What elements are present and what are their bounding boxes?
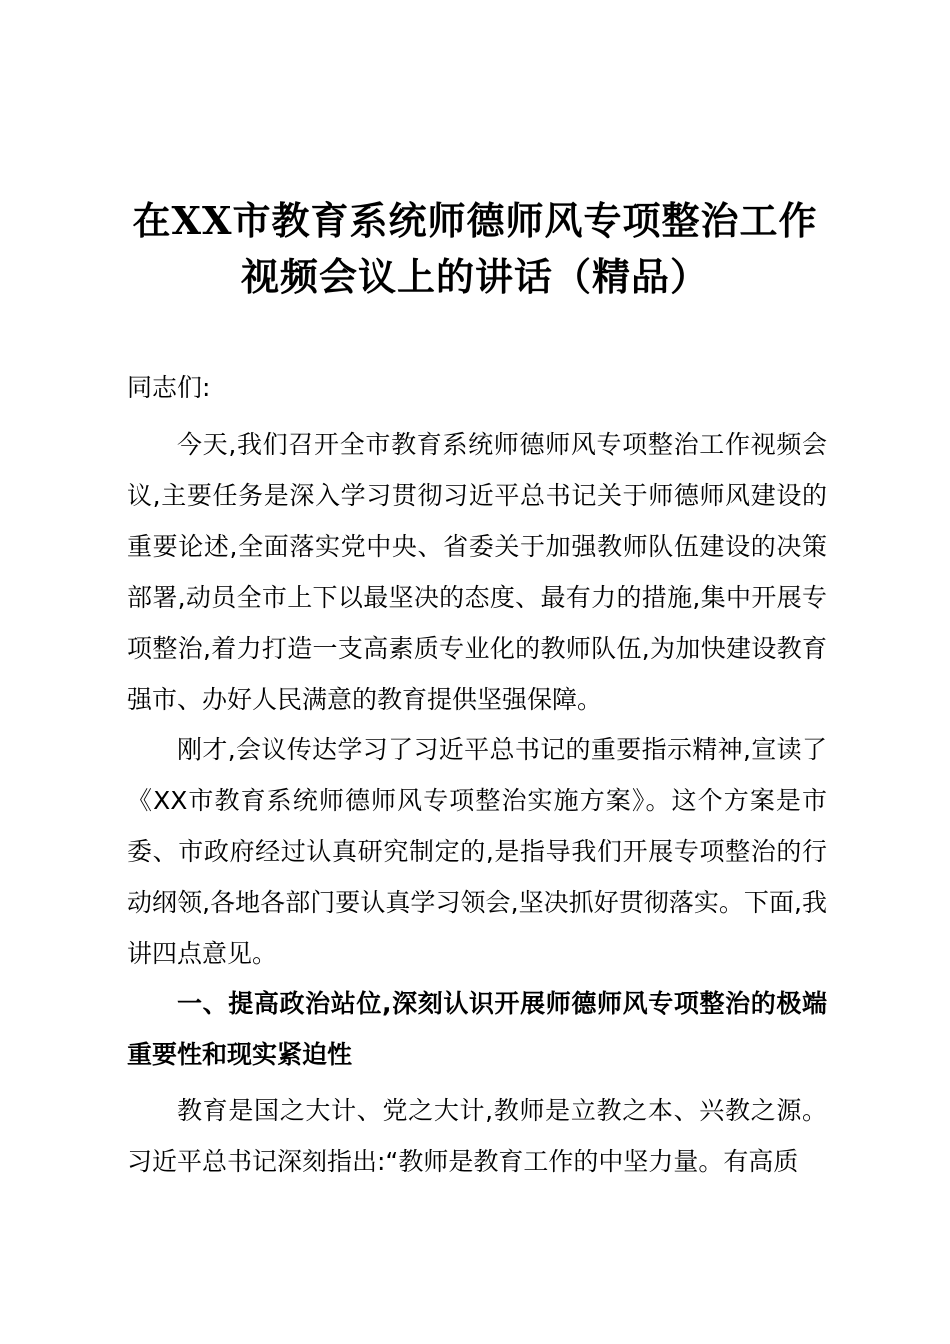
salutation: 同志们: bbox=[127, 373, 211, 402]
document-title-line-1: 在XX市教育系统师德师风专项整治工作 bbox=[132, 198, 818, 243]
paragraph-3: 教育是国之大计、党之大计,教师是立教之本、兴教之源。习近平总书记深刻指出:“教师是教育工作的中坚力量。有高质 bbox=[127, 1096, 827, 1176]
document-title-line-2: 视频会议上的讲话（精品） bbox=[240, 254, 709, 299]
paragraph-2: 刚才,会议传达学习了习近平总书记的重要指示精神,宣读了《XX市教育系统师德师风专项整治实施方案》。这个方案是市委、市政府经过认真研究制定的,是指导我们开展专项整治的行动纲领,各地各部门要认真学习领会,坚决抓好贯彻落实。下面,我讲四点意见。 bbox=[127, 735, 827, 968]
section-heading-1: 一、提高政治站位,深刻认识开展师德师风专项整治的极端重要性和现实紧迫性 bbox=[127, 989, 827, 1069]
paragraph-1: 今天,我们召开全市教育系统师德师风专项整治工作视频会议,主要任务是深入学习贯彻习近平总书记关于师德师风建设的重要论述,全面落实党中央、省委关于加强教师队伍建设的决策部署,动员全市上下以最坚决的态度、最有力的措施,集中开展专项整治,着力打造一支高素质专业化的教师队伍,为加快建设教育强市、办好人民满意的教育提供坚强保障。 bbox=[127, 430, 827, 714]
